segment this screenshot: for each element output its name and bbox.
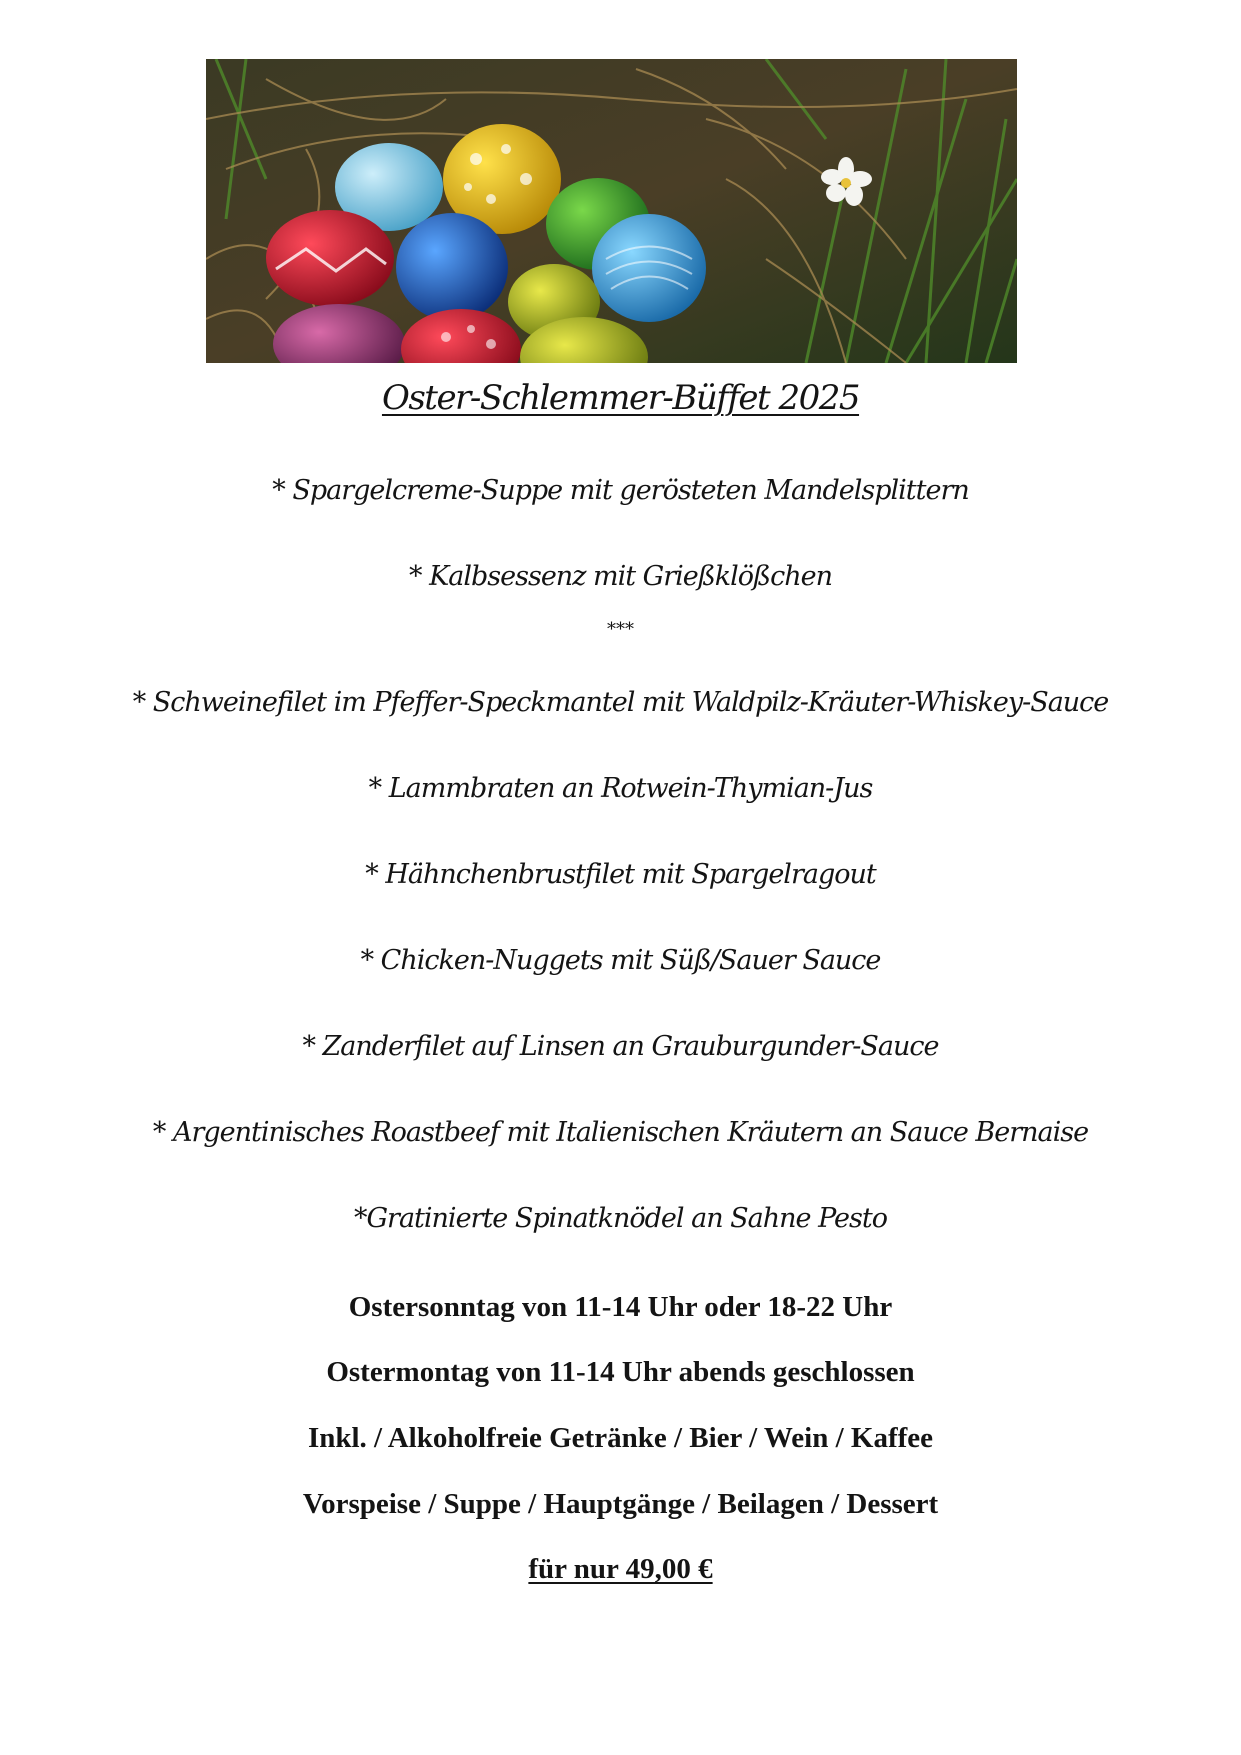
included-drinks: Inkl. / Alkoholfreie Getränke / Bier / Wein / Kaffee <box>307 1422 934 1454</box>
price: für nur 49,00 € <box>528 1553 713 1585</box>
easter-eggs-banner-image <box>206 59 1017 363</box>
menu-item: * Spargelcreme-Suppe mit gerösteten Mandelsplittern <box>272 475 969 506</box>
menu-item: *Gratinierte Spinatknödel an Sahne Pesto <box>353 1203 887 1234</box>
menu-item: * Schweinefilet im Pfeffer-Speckmantel mit Waldpilz-Kräuter-Whiskey-Sauce <box>132 687 1109 718</box>
menu-item: * Kalbsessenz mit Grießklößchen <box>409 561 832 592</box>
menu-item: * Hähnchenbrustfilet mit Spargelragout <box>365 859 876 890</box>
menu-item: * Zanderfilet auf Linsen an Grauburgunder-Sauce <box>302 1031 939 1062</box>
page-title: Oster-Schlemmer-Büffet 2025 <box>381 378 860 418</box>
section-separator: *** <box>607 619 634 640</box>
menu-item: * Lammbraten an Rotwein-Thymian-Jus <box>368 773 873 804</box>
opening-hours-monday: Ostermontag von 11-14 Uhr abends geschlossen <box>326 1356 915 1388</box>
menu-item: * Argentinisches Roastbeef mit Italienischen Kräutern an Sauce Bernaise <box>152 1117 1089 1148</box>
opening-hours-sunday: Ostersonntag von 11-14 Uhr oder 18-22 Uhr <box>348 1291 893 1323</box>
menu-item: * Chicken-Nuggets mit Süß/Sauer Sauce <box>360 945 881 976</box>
included-courses: Vorspeise / Suppe / Hauptgänge / Beilagen / Dessert <box>302 1488 939 1520</box>
